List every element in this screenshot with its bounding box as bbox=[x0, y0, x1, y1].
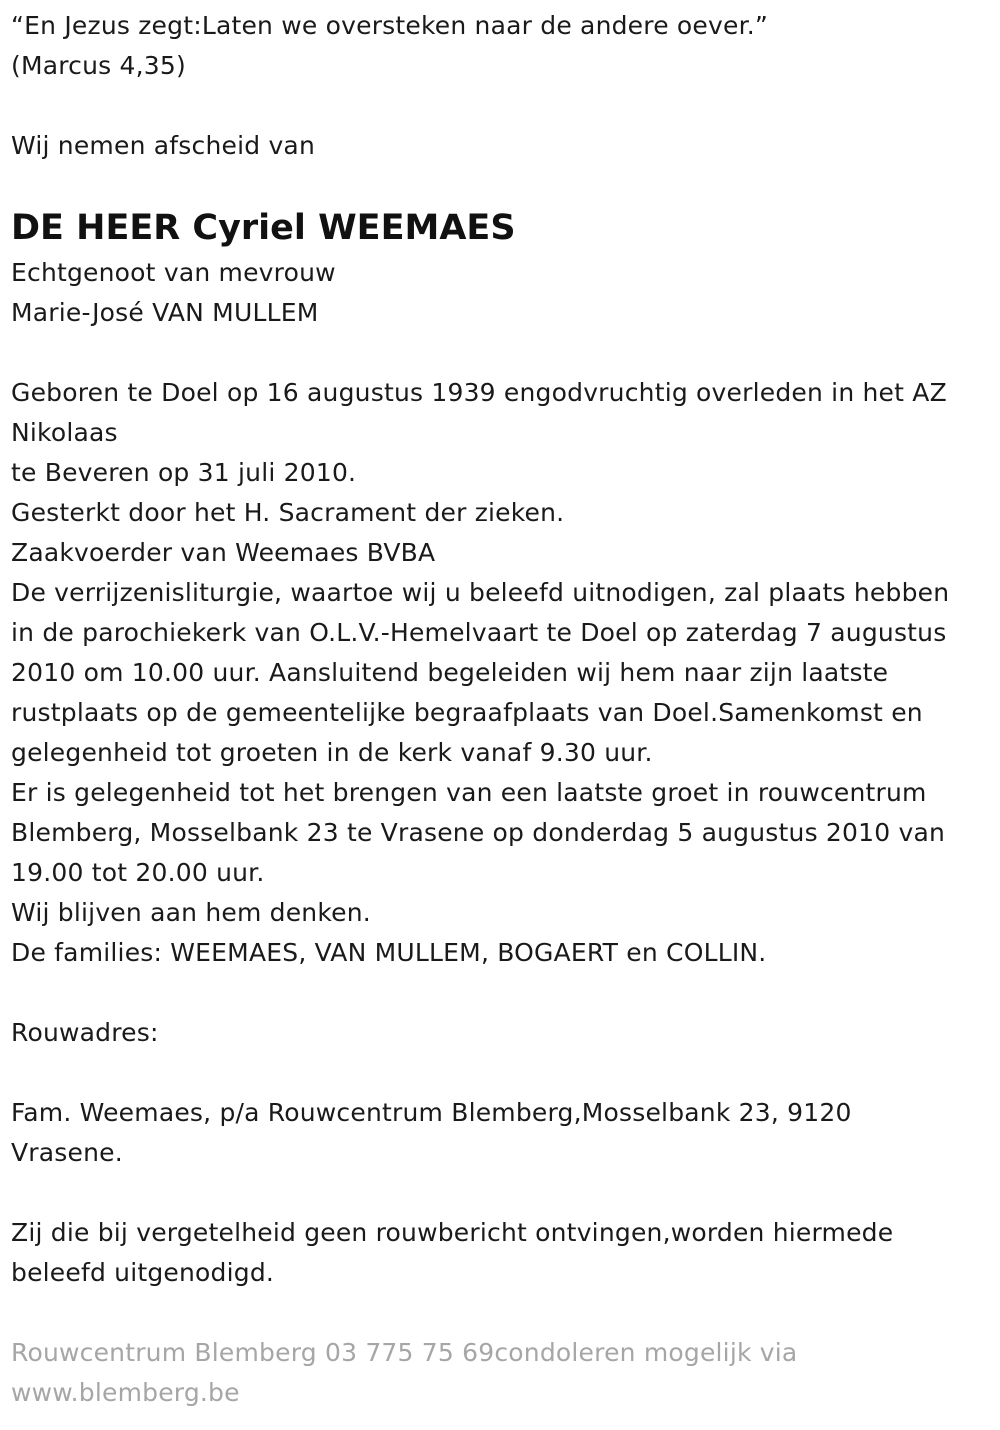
address-line: Vrasene. bbox=[11, 1138, 123, 1167]
spouse-line-2: Marie-José VAN MULLEM bbox=[11, 298, 319, 327]
body-line: Blemberg, Mosselbank 23 te Vrasene op donderdag 5 augustus 2010 van bbox=[11, 818, 946, 847]
closing-line: Zij die bij vergetelheid geen rouwbericht ontvingen,worden hiermede bbox=[11, 1218, 894, 1247]
body-line: Er is gelegenheid tot het brengen van een laatste groet in rouwcentrum bbox=[11, 778, 927, 807]
body-line: Wij blijven aan hem denken. bbox=[11, 898, 371, 927]
body-line: Nikolaas bbox=[11, 418, 118, 447]
body-line: De verrijzenisliturgie, waartoe wij u beleefd uitnodigen, zal plaats hebben bbox=[11, 578, 950, 607]
intro-text: Wij nemen afscheid van bbox=[11, 131, 315, 160]
body-line: Gesterkt door het H. Sacrament der zieken. bbox=[11, 498, 565, 527]
deceased-name: DE HEER Cyriel WEEMAES bbox=[11, 208, 516, 248]
body-line: 19.00 tot 20.00 uur. bbox=[11, 858, 265, 887]
body-line: Zaakvoerder van Weemaes BVBA bbox=[11, 538, 436, 567]
body-line: Geboren te Doel op 16 augustus 1939 engodvruchtig overleden in het AZ bbox=[11, 378, 947, 407]
spouse-line-1: Echtgenoot van mevrouw bbox=[11, 258, 336, 287]
bible-quote: “En Jezus zegt:Laten we oversteken naar de andere oever.” bbox=[11, 11, 769, 40]
body-line: 2010 om 10.00 uur. Aansluitend begeleiden wij hem naar zijn laatste bbox=[11, 658, 889, 687]
body-line: De families: WEEMAES, VAN MULLEM, BOGAERT en COLLIN. bbox=[11, 938, 767, 967]
body-line: in de parochiekerk van O.L.V.-Hemelvaart te Doel op zaterdag 7 augustus bbox=[11, 618, 947, 647]
body-line: rustplaats op de gemeentelijke begraafplaats van Doel.Samenkomst en bbox=[11, 698, 923, 727]
closing-line: beleefd uitgenodigd. bbox=[11, 1258, 275, 1287]
footer-funeral-home: Rouwcentrum Blemberg 03 775 75 69condoleren mogelijk via bbox=[11, 1338, 798, 1367]
address-label: Rouwadres: bbox=[11, 1018, 159, 1047]
bible-quote-source: (Marcus 4,35) bbox=[11, 51, 186, 80]
address-line: Fam. Weemaes, p/a Rouwcentrum Blemberg,Mosselbank 23, 9120 bbox=[11, 1098, 852, 1127]
body-line: gelegenheid tot groeten in de kerk vanaf 9.30 uur. bbox=[11, 738, 653, 767]
body-line: te Beveren op 31 juli 2010. bbox=[11, 458, 357, 487]
footer-website: www.blemberg.be bbox=[11, 1378, 240, 1407]
